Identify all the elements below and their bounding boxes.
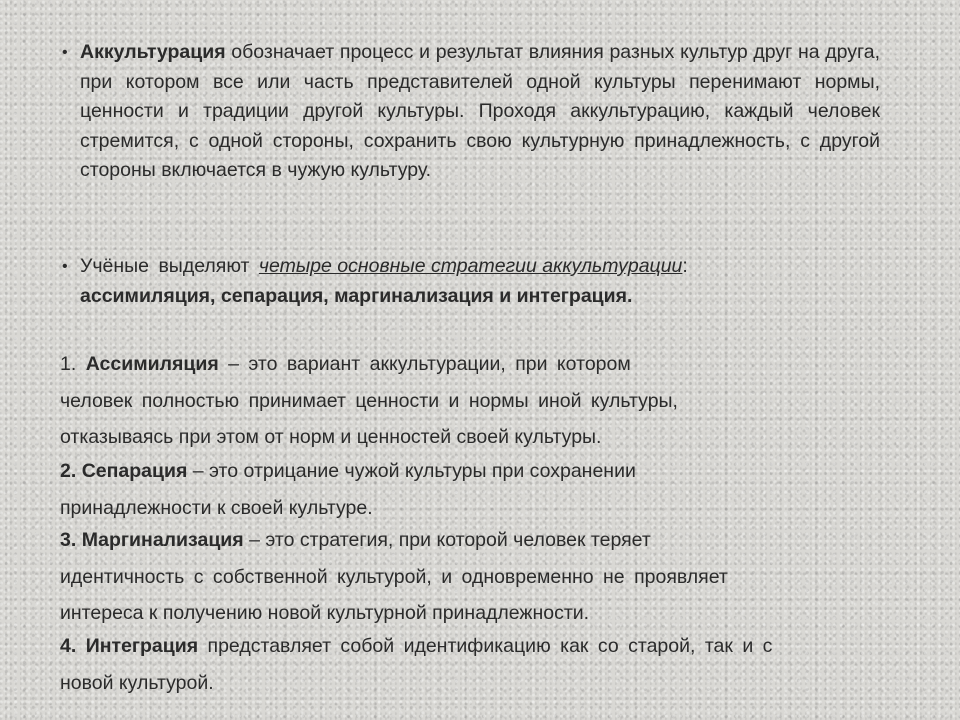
item-number: 3. [60,529,77,551]
item-text: – это вариант аккультурации, при котором [218,353,631,375]
bullet-text [80,38,880,186]
bullet-acculturation-definition [62,38,880,186]
item-text: представляет собой идентификацию как со старой, так и с [198,635,773,657]
item-line: идентичность с собственной культурой, и одновременно не проявляет [60,565,728,588]
item-number: 4. [60,635,77,657]
item-text: – это стратегия, при которой человек теряет [243,529,651,551]
item-line [60,346,860,383]
bullet-marker: • [62,44,68,61]
strategy-item-marginalization [60,522,860,632]
strategies-lead: Учёные выделяют [80,255,259,277]
strategies-emphasis: четыре основные стратегии аккультурации [258,255,683,277]
item-line [60,453,860,490]
item-line [60,628,860,665]
strategy-item-assimilation [60,346,860,456]
item-term: Маргинализация [81,529,244,551]
item-number: 1. [60,353,77,375]
item-line: новой культурой. [60,671,214,694]
strategies-colon: : [682,255,688,277]
item-line: принадлежности к своей культуре. [60,496,373,519]
item-text: – это отрицание чужой культуры при сохранении [187,460,636,482]
item-term: Ассимиляция [85,353,219,375]
bullet-text [80,252,880,311]
item-line: человек полностью принимает ценности и нормы иной культуры, [60,389,678,412]
item-line [60,522,860,559]
strategy-item-separation [60,453,860,526]
strategy-item-integration [60,628,860,701]
item-line: интереса к получению новой культурной принадлежности. [60,602,590,624]
strategies-list: ассимиляция, сепарация, маргинализация и интеграция. [80,284,633,307]
bullet-strategies [62,252,880,311]
item-term: Сепарация [81,460,188,482]
item-number: 2. [60,460,77,482]
bullet-marker: • [62,258,68,275]
definition-text: обозначает процесс и результат влияния разных культур друг на друга, при котором все или часть представителей одной культуры перенимают нормы, ценности и традиции другой культуры. Проходя аккультурацию, каждый человек стремится, с одной стороны, сохранить свою культурную принадлежность, с другой стороны включается в чужую культуру. [80,41,880,181]
term-acculturation: Аккультурация [80,41,226,63]
item-line: отказываясь при этом от норм и ценностей своей культуры. [60,426,602,448]
item-term: Интеграция [85,635,199,657]
